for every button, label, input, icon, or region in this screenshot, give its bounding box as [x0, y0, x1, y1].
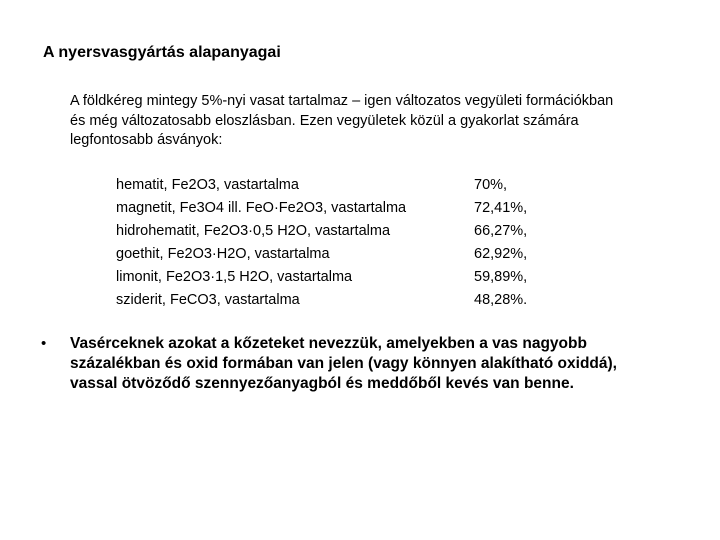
mineral-name: magnetit, Fe3O4 ill. FeO·Fe2O3, vastartalma [116, 200, 407, 216]
mineral-name: hidrohematit, Fe2O3·0,5 H2O, vastartalma [116, 223, 391, 239]
intro-line: legfontosabb ásványok: [70, 132, 223, 148]
list-item [116, 221, 576, 244]
iron-content-value: 72,41%, [474, 200, 528, 216]
iron-content-value: 59,89%, [474, 269, 528, 285]
bullet-line: Vasérceknek azokat a kőzeteket nevezzük, amelyekben a vas nagyobb [70, 335, 587, 352]
list-item [116, 244, 576, 267]
intro-paragraph [70, 92, 690, 151]
bullet-marker: • [41, 335, 47, 352]
intro-line: A földkéreg mintegy 5%-nyi vasat tartalmaz – igen változatos vegyületi formációkban [70, 93, 614, 109]
mineral-name: limonit, Fe2O3·1,5 H2O, vastartalma [116, 269, 353, 285]
list-item [116, 175, 576, 198]
mineral-name: sziderit, FeCO3, vastartalma [116, 292, 300, 308]
list-item [116, 290, 576, 313]
bullet-paragraph [70, 334, 690, 394]
iron-content-value: 66,27%, [474, 223, 528, 239]
bullet-line: vassal ötvöződő szennyezőanyagból és meddőből kevés van benne. [70, 375, 574, 392]
intro-line: és még változatosabb eloszlásban. Ezen vegyületek közül a gyakorlat számára [70, 112, 579, 129]
list-item [116, 267, 576, 290]
list-item [116, 198, 576, 221]
bullet-line: százalékban és oxid formában van jelen (vagy könnyen alakítható oxiddá), [70, 355, 617, 372]
mineral-list [116, 175, 576, 313]
iron-content-value: 62,92%, [474, 246, 528, 262]
mineral-name: goethit, Fe2O3·H2O, vastartalma [116, 246, 330, 262]
iron-content-value: 70%, [474, 177, 508, 193]
page-title: A nyersvasgyártás alapanyagai [43, 44, 281, 61]
mineral-name: hematit, Fe2O3, vastartalma [116, 177, 299, 193]
iron-content-value: 48,28%. [474, 292, 528, 308]
